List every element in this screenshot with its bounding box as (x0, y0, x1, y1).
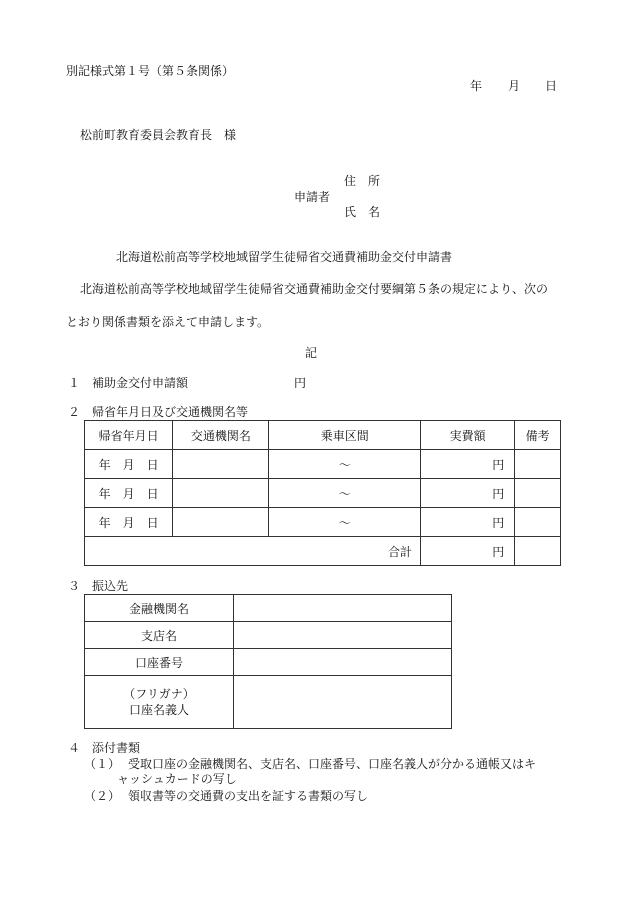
date-day-label: 日 (545, 79, 558, 93)
total-note-cell[interactable] (515, 537, 561, 566)
account-holder-field[interactable] (234, 676, 452, 729)
attachment-1-line-2: ャッシュカードの写し (117, 772, 237, 786)
table-row (85, 450, 561, 479)
holder-row (85, 676, 452, 729)
section-3-label: ３ 振込先 (68, 579, 129, 593)
intro-line-2: とおり関係書類を添えて申請します。 (66, 315, 270, 329)
attachment-1-number: （１） (84, 757, 121, 771)
section-1-unit: 円 (294, 376, 307, 390)
ki-heading: 記 (305, 346, 318, 360)
cost-cell[interactable]: 円 (421, 479, 515, 508)
name-label: 氏 名 (344, 205, 381, 219)
applicant-label: 申請者 (294, 190, 331, 204)
bank-table (84, 594, 452, 729)
transport-cell[interactable] (173, 450, 269, 479)
note-cell[interactable] (515, 479, 561, 508)
section-1-label: １ 補助金交付申請額 (68, 376, 189, 390)
bank-row (85, 595, 452, 622)
attachment-1-line-1: 受取口座の金融機関名、支店名、口座番号、口座名義人が分かる通帳又はキ (128, 757, 537, 771)
holder-label-cell (85, 676, 234, 729)
date-year-label: 年 (470, 79, 483, 93)
date-cell[interactable]: 年 月 日 (85, 479, 173, 508)
header-note: 備考 (515, 421, 561, 450)
account-number-label: 口座番号 (85, 649, 234, 676)
section-4-label: ４ 添付書類 (68, 741, 141, 755)
total-cost-cell[interactable]: 円 (421, 537, 515, 566)
route-cell[interactable]: ～ (269, 450, 421, 479)
table-row (85, 479, 561, 508)
branch-row (85, 622, 452, 649)
furigana-label: （フリガナ） (123, 687, 195, 701)
route-cell[interactable]: ～ (269, 508, 421, 537)
total-row (85, 537, 561, 566)
transport-table (84, 420, 561, 566)
note-cell[interactable] (515, 450, 561, 479)
total-label: 合計 (85, 537, 421, 566)
account-row (85, 649, 452, 676)
branch-field[interactable] (234, 622, 452, 649)
section-2-label: ２ 帰省年月日及び交通機関名等 (68, 405, 249, 419)
attachment-2-text: 領収書等の交通費の支出を証する書類の写し (128, 789, 369, 803)
account-number-field[interactable] (234, 649, 452, 676)
attachment-2-number: （２） (84, 789, 121, 803)
header-transport: 交通機関名 (173, 421, 269, 450)
date-month-label: 月 (508, 79, 521, 93)
header-cost: 実費額 (421, 421, 515, 450)
intro-line-1: 北海道松前高等学校地域留学生徒帰省交通費補助金交付要綱第５条の規定により、次の (80, 282, 549, 296)
branch-label: 支店名 (85, 622, 234, 649)
transport-cell[interactable] (173, 479, 269, 508)
cost-cell[interactable]: 円 (421, 508, 515, 537)
table-header-row (85, 421, 561, 450)
date-cell[interactable]: 年 月 日 (85, 508, 173, 537)
date-cell[interactable]: 年 月 日 (85, 450, 173, 479)
table-row (85, 508, 561, 537)
addressee: 松前町教育委員会教育長 様 (80, 128, 237, 142)
header-route: 乗車区間 (269, 421, 421, 450)
cost-cell[interactable]: 円 (421, 450, 515, 479)
account-holder-label: 口座名義人 (128, 703, 189, 717)
form-label: 別記様式第１号（第５条関係） (66, 64, 235, 78)
bank-name-label: 金融機関名 (85, 595, 234, 622)
note-cell[interactable] (515, 508, 561, 537)
transport-cell[interactable] (173, 508, 269, 537)
header-date: 帰省年月日 (85, 421, 173, 450)
bank-name-field[interactable] (234, 595, 452, 622)
document-title: 北海道松前高等学校地域留学生徒帰省交通費補助金交付申請書 (116, 250, 453, 264)
address-label: 住 所 (344, 174, 381, 188)
route-cell[interactable]: ～ (269, 479, 421, 508)
